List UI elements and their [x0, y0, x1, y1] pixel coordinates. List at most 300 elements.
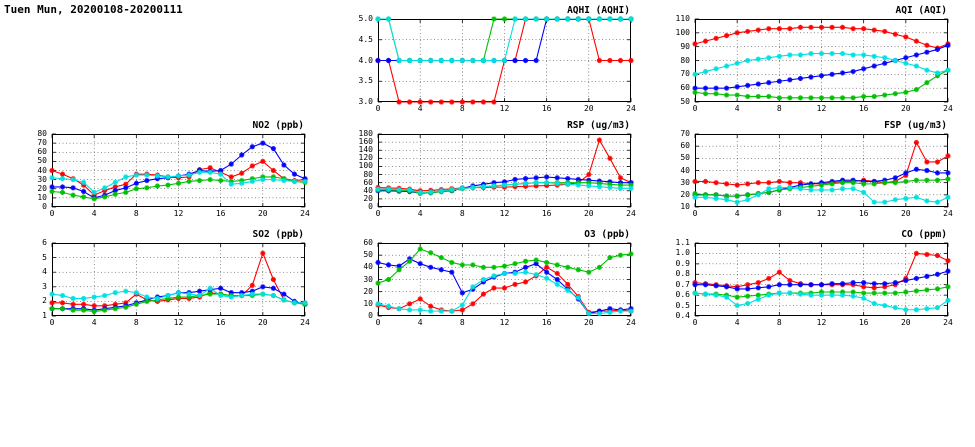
y-tick-label: 6: [42, 238, 47, 247]
series-marker: [407, 307, 412, 312]
series-marker: [491, 265, 496, 270]
series-marker: [144, 178, 149, 183]
series-marker: [914, 178, 919, 183]
chart-panel-fsp: [669, 120, 953, 221]
series-marker: [935, 178, 940, 183]
series-marker: [840, 95, 845, 100]
x-tick-label: 4: [734, 318, 740, 327]
x-tick-label: 8: [459, 318, 465, 327]
series-marker: [777, 26, 782, 31]
chart-title: AQHI (AQHI): [567, 5, 630, 16]
series-marker: [872, 63, 877, 68]
series-marker: [470, 58, 475, 63]
y-tick-label: 90: [680, 41, 690, 51]
series-marker: [597, 16, 602, 21]
series-marker: [787, 26, 792, 31]
series-marker: [819, 25, 824, 30]
series-marker: [945, 170, 950, 175]
series-marker: [756, 27, 761, 32]
y-tick-label: 4: [42, 267, 47, 277]
series-marker: [418, 261, 423, 266]
series-marker: [798, 25, 803, 30]
series-marker: [407, 301, 412, 306]
series-marker: [208, 177, 213, 182]
series-marker: [735, 295, 740, 300]
series-marker: [113, 290, 118, 295]
series-marker: [439, 267, 444, 272]
series-marker: [819, 282, 824, 287]
chart-title: O3 (ppb): [584, 229, 630, 240]
y-tick-label: 40: [363, 262, 373, 272]
series-marker: [903, 61, 908, 66]
series-marker: [60, 184, 65, 189]
series-marker: [555, 282, 560, 287]
series-marker: [49, 292, 54, 297]
plot-canvas: [669, 131, 952, 221]
x-tick-label: 20: [900, 104, 911, 113]
y-tick-label: 3.0: [358, 97, 373, 106]
series-marker: [787, 180, 792, 185]
series-marker: [512, 261, 517, 266]
series-marker: [893, 58, 898, 63]
y-tick-label: 100: [675, 27, 690, 37]
x-tick-label: 20: [583, 318, 594, 327]
x-tick-label: 20: [900, 318, 911, 327]
y-tick-label: 1.1: [675, 238, 690, 247]
series-marker: [840, 51, 845, 56]
series-marker: [851, 95, 856, 100]
y-tick-label: 20: [363, 193, 373, 203]
series-marker: [903, 34, 908, 39]
series-marker: [618, 16, 623, 21]
series-marker: [840, 186, 845, 191]
y-tick-label: 10: [680, 202, 690, 211]
plot-canvas: [26, 131, 309, 221]
y-tick-label: 50: [363, 250, 373, 260]
x-tick-label: 20: [583, 209, 594, 218]
series-marker: [829, 51, 834, 56]
series-marker: [745, 94, 750, 99]
chart-title: CO (ppm): [901, 229, 947, 240]
series-marker: [713, 36, 718, 41]
series-marker: [735, 92, 740, 97]
y-tick-label: 60: [363, 177, 373, 187]
x-tick-label: 16: [541, 209, 552, 218]
series-marker: [155, 183, 160, 188]
series-marker: [555, 175, 560, 180]
series-marker: [777, 282, 782, 287]
series-marker: [165, 183, 170, 188]
series-marker: [935, 159, 940, 164]
x-tick-label: 12: [173, 318, 184, 327]
series-marker: [924, 43, 929, 48]
y-tick-label: 0.9: [675, 258, 690, 268]
series-marker: [924, 252, 929, 257]
series-marker: [449, 260, 454, 265]
series-marker: [144, 185, 149, 190]
series-marker: [703, 91, 708, 96]
y-tick-label: 20: [37, 183, 47, 193]
series-marker: [60, 306, 65, 311]
series-marker: [81, 194, 86, 199]
series-marker: [851, 294, 856, 299]
series-marker: [766, 80, 771, 85]
series-marker: [523, 265, 528, 270]
series-marker: [903, 90, 908, 95]
series-marker: [703, 69, 708, 74]
series-marker: [502, 264, 507, 269]
y-tick-label: 60: [363, 238, 373, 247]
series-marker: [756, 180, 761, 185]
series-marker: [924, 68, 929, 73]
series-marker: [924, 306, 929, 311]
x-tick-label: 4: [91, 318, 97, 327]
x-tick-label: 24: [626, 209, 636, 218]
chart-panel-aqhi: [352, 5, 636, 116]
series-marker: [882, 303, 887, 308]
series-marker: [386, 262, 391, 267]
x-tick-label: 4: [417, 209, 423, 218]
y-tick-label: 80: [363, 169, 373, 179]
series-marker: [692, 72, 697, 77]
x-tick-label: 4: [417, 104, 423, 113]
series-marker: [766, 284, 771, 289]
series-marker: [872, 301, 877, 306]
y-tick-label: 40: [680, 165, 690, 175]
x-tick-label: 12: [816, 209, 827, 218]
plot-canvas: [352, 16, 635, 116]
y-tick-label: 20: [363, 286, 373, 296]
series-marker: [724, 63, 729, 68]
series-marker: [840, 25, 845, 30]
chart-panel-aqi: [669, 5, 953, 116]
chart-panel-co: [669, 229, 953, 330]
series-marker: [872, 27, 877, 32]
series-marker: [756, 297, 761, 302]
chart-title: NO2 (ppb): [252, 120, 304, 131]
series-marker: [428, 250, 433, 255]
series-marker: [260, 292, 265, 297]
series-marker: [893, 290, 898, 295]
series-marker: [481, 58, 486, 63]
series-marker: [618, 253, 623, 258]
y-tick-label: 140: [358, 145, 373, 155]
series-marker: [893, 175, 898, 180]
series-marker: [903, 55, 908, 60]
series-marker: [777, 79, 782, 84]
series-marker: [882, 92, 887, 97]
series-marker: [914, 63, 919, 68]
series-marker: [735, 61, 740, 66]
series-marker: [924, 198, 929, 203]
series-marker: [872, 281, 877, 286]
x-tick-label: 8: [459, 104, 465, 113]
series-marker: [60, 293, 65, 298]
series-marker: [618, 175, 623, 180]
y-tick-label: 0.8: [675, 269, 690, 279]
series-marker: [914, 288, 919, 293]
x-tick-label: 0: [49, 209, 55, 218]
x-tick-label: 16: [541, 104, 552, 113]
series-marker: [271, 286, 276, 291]
y-tick-label: 70: [37, 138, 47, 148]
series-marker: [819, 187, 824, 192]
series-marker: [735, 30, 740, 35]
x-tick-label: 8: [776, 209, 782, 218]
series-marker: [945, 258, 950, 263]
x-tick-label: 16: [215, 209, 226, 218]
series-marker: [777, 95, 782, 100]
series-marker: [735, 183, 740, 188]
series-marker: [176, 181, 181, 186]
series-marker: [829, 95, 834, 100]
series-marker: [914, 52, 919, 57]
series-marker: [523, 270, 528, 275]
series-marker: [460, 262, 465, 267]
series-marker: [914, 167, 919, 172]
series-marker: [766, 186, 771, 191]
y-tick-label: 5.0: [358, 14, 373, 23]
series-marker: [123, 289, 128, 294]
series-marker: [808, 95, 813, 100]
series-marker: [565, 265, 570, 270]
series-marker: [197, 178, 202, 183]
x-tick-label: 12: [499, 209, 510, 218]
plot-canvas: [352, 131, 635, 221]
series-marker: [745, 58, 750, 63]
series-marker: [924, 274, 929, 279]
series-marker: [271, 293, 276, 298]
chart-panel-so2: [26, 229, 310, 330]
series-marker: [271, 277, 276, 282]
x-tick-label: 4: [734, 104, 740, 113]
x-tick-label: 8: [776, 104, 782, 113]
series-marker: [914, 39, 919, 44]
series-marker: [851, 186, 856, 191]
series-marker: [502, 285, 507, 290]
x-tick-label: 8: [776, 318, 782, 327]
x-tick-label: 4: [91, 209, 97, 218]
series-marker: [945, 68, 950, 73]
series-marker: [460, 307, 465, 312]
series-marker: [418, 307, 423, 312]
series-marker: [628, 16, 633, 21]
y-tick-label: 80: [680, 55, 690, 65]
series-marker: [851, 52, 856, 57]
y-tick-label: 3: [42, 281, 47, 291]
series-marker: [396, 99, 401, 104]
series-marker: [787, 52, 792, 57]
series-marker: [460, 58, 465, 63]
y-tick-label: 4.5: [358, 34, 373, 44]
series-marker: [924, 178, 929, 183]
series-marker: [903, 307, 908, 312]
x-tick-label: 24: [300, 318, 310, 327]
y-tick-label: 40: [37, 165, 47, 175]
series-marker: [512, 177, 517, 182]
x-tick-label: 24: [300, 209, 310, 218]
series-marker: [439, 58, 444, 63]
series-marker: [903, 179, 908, 184]
x-tick-label: 24: [626, 104, 636, 113]
series-marker: [724, 92, 729, 97]
series-marker: [756, 285, 761, 290]
series-marker: [851, 69, 856, 74]
chart-panel-rsp: [352, 120, 636, 221]
series-marker: [935, 170, 940, 175]
series-marker: [777, 290, 782, 295]
series-marker: [829, 25, 834, 30]
series-marker: [428, 265, 433, 270]
series-marker: [829, 72, 834, 77]
x-tick-label: 4: [417, 318, 423, 327]
series-marker: [851, 26, 856, 31]
x-tick-label: 16: [541, 318, 552, 327]
y-tick-label: 50: [680, 153, 690, 163]
series-marker: [113, 180, 118, 185]
series-marker: [914, 195, 919, 200]
series-marker: [735, 84, 740, 89]
series-marker: [745, 192, 750, 197]
x-tick-label: 20: [583, 104, 594, 113]
series-marker: [512, 58, 517, 63]
series-marker: [386, 16, 391, 21]
series-marker: [745, 294, 750, 299]
series-marker: [745, 83, 750, 88]
series-marker: [724, 197, 729, 202]
series-marker: [787, 290, 792, 295]
x-tick-label: 16: [858, 318, 869, 327]
y-tick-label: 100: [358, 161, 373, 171]
y-tick-label: 30: [37, 174, 47, 184]
series-marker: [745, 286, 750, 291]
series-marker: [218, 286, 223, 291]
series-marker: [872, 290, 877, 295]
series-marker: [502, 16, 507, 21]
series-marker: [692, 41, 697, 46]
series-marker: [882, 29, 887, 34]
y-tick-label: 4.0: [358, 55, 373, 65]
x-tick-label: 12: [816, 104, 827, 113]
x-tick-label: 20: [900, 209, 911, 218]
series-marker: [523, 16, 528, 21]
series-marker: [512, 282, 517, 287]
x-tick-label: 12: [499, 104, 510, 113]
series-marker: [555, 16, 560, 21]
series-marker: [745, 29, 750, 34]
chart-panel-o3: [352, 229, 636, 330]
plot-canvas: [669, 16, 952, 116]
series-marker: [134, 186, 139, 191]
chart-title: RSP (ug/m3): [567, 120, 630, 131]
x-tick-label: 24: [943, 209, 953, 218]
series-marker: [260, 284, 265, 289]
series-marker: [534, 16, 539, 21]
series-marker: [439, 255, 444, 260]
series-marker: [375, 16, 380, 21]
series-marker: [808, 282, 813, 287]
series-marker: [123, 185, 128, 190]
series-marker: [502, 271, 507, 276]
series-marker: [618, 58, 623, 63]
series-marker: [428, 309, 433, 314]
series-marker: [808, 75, 813, 80]
y-tick-label: 3.5: [358, 76, 373, 86]
series-marker: [449, 58, 454, 63]
x-tick-label: 0: [692, 104, 698, 113]
y-tick-label: 40: [363, 185, 373, 195]
x-tick-label: 8: [459, 209, 465, 218]
series-marker: [523, 176, 528, 181]
y-tick-label: 0.7: [675, 279, 690, 289]
series-marker: [186, 179, 191, 184]
x-tick-label: 12: [173, 209, 184, 218]
series-marker: [92, 294, 97, 299]
y-tick-label: 0: [42, 202, 47, 211]
series-marker: [502, 58, 507, 63]
series-marker: [607, 16, 612, 21]
series-marker: [449, 309, 454, 314]
chart-title: AQI (AQI): [895, 5, 947, 16]
series-marker: [481, 99, 486, 104]
series-marker: [861, 66, 866, 71]
series-marker: [460, 290, 465, 295]
y-tick-label: 70: [680, 69, 690, 79]
series-marker: [872, 94, 877, 99]
x-tick-label: 16: [858, 209, 869, 218]
series-marker: [924, 287, 929, 292]
series-marker: [375, 260, 380, 265]
y-tick-label: 120: [358, 153, 373, 163]
y-tick-label: 80: [37, 129, 47, 138]
series-marker: [735, 193, 740, 198]
chart-title: FSP (ug/m3): [884, 120, 947, 131]
series-marker: [396, 306, 401, 311]
series-marker: [713, 180, 718, 185]
series-marker: [49, 168, 54, 173]
series-marker: [534, 175, 539, 180]
series-marker: [798, 95, 803, 100]
series-marker: [81, 189, 86, 194]
series-marker: [935, 253, 940, 258]
series-marker: [829, 187, 834, 192]
series-marker: [808, 187, 813, 192]
series-marker: [692, 179, 697, 184]
x-tick-label: 4: [734, 209, 740, 218]
series-marker: [123, 190, 128, 195]
series-marker: [777, 54, 782, 59]
x-tick-label: 24: [943, 318, 953, 327]
series-marker: [260, 141, 265, 146]
series-marker: [882, 290, 887, 295]
series-marker: [861, 290, 866, 295]
series-marker: [692, 90, 697, 95]
x-tick-label: 16: [215, 318, 226, 327]
series-marker: [893, 91, 898, 96]
series-marker: [713, 86, 718, 91]
y-tick-label: 2: [42, 296, 47, 306]
series-marker: [935, 286, 940, 291]
y-tick-label: 0.4: [675, 311, 690, 320]
series-marker: [534, 58, 539, 63]
series-marker: [756, 57, 761, 62]
series-marker: [407, 58, 412, 63]
series-marker: [123, 174, 128, 179]
series-marker: [60, 300, 65, 305]
series-marker: [766, 180, 771, 185]
series-marker: [260, 251, 265, 256]
series-marker: [713, 91, 718, 96]
